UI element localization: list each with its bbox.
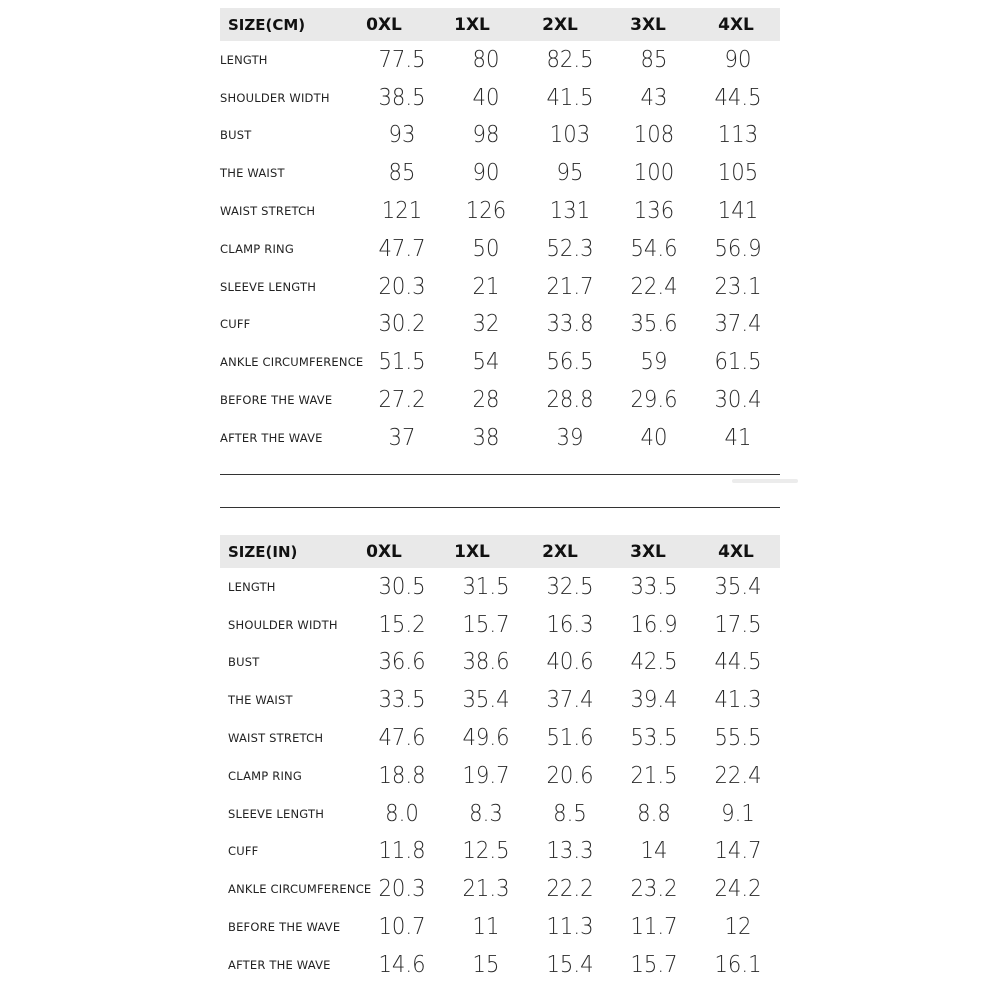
measurement-value: 37 bbox=[388, 424, 416, 451]
measurement-value: 23.1 bbox=[714, 273, 762, 300]
measurement-value: 51.6 bbox=[546, 725, 594, 752]
measurement-value: 30.2 bbox=[378, 311, 426, 338]
measurement-value: 30.4 bbox=[714, 387, 762, 414]
measurement-value: 15.7 bbox=[630, 951, 678, 978]
measurement-value: 30.5 bbox=[378, 573, 426, 600]
measurement-value: 85 bbox=[388, 160, 416, 187]
measurement-value: 33.8 bbox=[546, 311, 594, 338]
measurement-label: THE WAIST bbox=[228, 693, 293, 708]
measurement-value: 50 bbox=[472, 235, 500, 262]
measurement-value: 54.6 bbox=[630, 235, 678, 262]
measurement-value: 14.7 bbox=[714, 838, 762, 865]
measurement-value: 28.8 bbox=[546, 387, 594, 414]
measurement-value: 11.3 bbox=[546, 914, 594, 941]
size-header: 2XL bbox=[542, 541, 578, 562]
table-row bbox=[220, 908, 780, 946]
measurement-value: 113 bbox=[717, 122, 759, 149]
measurement-value: 15 bbox=[472, 951, 500, 978]
measurement-value: 56.9 bbox=[714, 235, 762, 262]
measurement-value: 37.4 bbox=[714, 311, 762, 338]
measurement-value: 31.5 bbox=[462, 573, 510, 600]
measurement-value: 56.5 bbox=[546, 349, 594, 376]
table-row bbox=[220, 268, 780, 306]
table-row bbox=[220, 719, 780, 757]
measurement-label: CLAMP RING bbox=[220, 241, 294, 256]
measurement-label: LENGTH bbox=[228, 579, 276, 594]
measurement-value: 15.2 bbox=[378, 611, 426, 638]
measurement-value: 42.5 bbox=[630, 649, 678, 676]
size-header: 3XL bbox=[630, 14, 666, 35]
measurement-value: 85 bbox=[640, 46, 668, 73]
measurement-label: ANKLE CIRCUMFERENCE bbox=[228, 882, 372, 897]
measurement-value: 136 bbox=[633, 198, 675, 225]
measurement-value: 12 bbox=[724, 914, 752, 941]
measurement-value: 82.5 bbox=[546, 46, 594, 73]
measurement-value: 126 bbox=[465, 198, 507, 225]
measurement-label: BEFORE THE WAVE bbox=[228, 920, 341, 935]
measurement-value: 8.5 bbox=[553, 800, 587, 827]
measurement-value: 35.6 bbox=[630, 311, 678, 338]
table-row bbox=[220, 41, 780, 79]
measurement-value: 15.4 bbox=[546, 951, 594, 978]
measurement-value: 38 bbox=[472, 424, 500, 451]
measurement-value: 28 bbox=[472, 387, 500, 414]
table-row bbox=[220, 79, 780, 117]
measurement-value: 93 bbox=[388, 122, 416, 149]
measurement-value: 21 bbox=[472, 273, 500, 300]
size-header: 1XL bbox=[454, 14, 490, 35]
measurement-value: 13.3 bbox=[546, 838, 594, 865]
measurement-value: 14 bbox=[640, 838, 668, 865]
measurement-value: 53.5 bbox=[630, 725, 678, 752]
measurement-label: SLEEVE LENGTH bbox=[220, 279, 317, 294]
measurement-value: 20.3 bbox=[378, 273, 426, 300]
measurement-value: 108 bbox=[633, 122, 675, 149]
divider bbox=[220, 507, 780, 508]
measurement-label: AFTER THE WAVE bbox=[228, 957, 331, 972]
header-row bbox=[220, 535, 780, 568]
measurement-value: 33.5 bbox=[378, 687, 426, 714]
measurement-value: 16.1 bbox=[714, 951, 762, 978]
measurement-value: 44.5 bbox=[714, 84, 762, 111]
table-row bbox=[220, 419, 780, 457]
measurement-value: 43 bbox=[640, 84, 668, 111]
measurement-value: 38.6 bbox=[462, 649, 510, 676]
measurement-value: 41.5 bbox=[546, 84, 594, 111]
size-unit-title: SIZE(CM) bbox=[228, 15, 306, 34]
measurement-value: 10.7 bbox=[378, 914, 426, 941]
measurement-value: 21.7 bbox=[546, 273, 594, 300]
measurement-value: 21.3 bbox=[462, 876, 510, 903]
table-row bbox=[220, 192, 780, 230]
measurement-label: THE WAIST bbox=[220, 166, 285, 181]
measurement-label: BUST bbox=[228, 655, 260, 670]
measurement-value: 61.5 bbox=[714, 349, 762, 376]
table-row bbox=[220, 230, 780, 268]
measurement-value: 100 bbox=[633, 160, 675, 187]
measurement-value: 32 bbox=[472, 311, 500, 338]
size-table-cm bbox=[220, 8, 780, 457]
measurement-value: 141 bbox=[717, 198, 759, 225]
measurement-value: 95 bbox=[556, 160, 584, 187]
measurement-value: 47.6 bbox=[378, 725, 426, 752]
measurement-value: 80 bbox=[472, 46, 500, 73]
measurement-value: 47.7 bbox=[378, 235, 426, 262]
measurement-value: 90 bbox=[472, 160, 500, 187]
measurement-value: 38.5 bbox=[378, 84, 426, 111]
measurement-value: 32.5 bbox=[546, 573, 594, 600]
table-row bbox=[220, 870, 780, 908]
measurement-value: 98 bbox=[472, 122, 500, 149]
measurement-value: 8.0 bbox=[385, 800, 419, 827]
header-row bbox=[220, 8, 780, 41]
divider bbox=[220, 474, 780, 475]
size-header: 0XL bbox=[366, 14, 402, 35]
size-table-in bbox=[220, 535, 780, 984]
table-row bbox=[220, 381, 780, 419]
measurement-value: 103 bbox=[549, 122, 591, 149]
measurement-label: ANKLE CIRCUMFERENCE bbox=[220, 355, 364, 370]
measurement-value: 33.5 bbox=[630, 573, 678, 600]
measurement-value: 20.6 bbox=[546, 762, 594, 789]
measurement-label: CUFF bbox=[228, 844, 259, 859]
measurement-label: SHOULDER WIDTH bbox=[220, 90, 330, 105]
measurement-value: 121 bbox=[381, 198, 423, 225]
measurement-value: 37.4 bbox=[546, 687, 594, 714]
table-row bbox=[220, 306, 780, 344]
measurement-value: 41.3 bbox=[714, 687, 762, 714]
measurement-value: 131 bbox=[549, 198, 591, 225]
table-row bbox=[220, 117, 780, 155]
measurement-label: WAIST STRETCH bbox=[228, 731, 324, 746]
size-header: 2XL bbox=[542, 14, 578, 35]
table-row bbox=[220, 343, 780, 381]
table-body bbox=[220, 41, 780, 457]
table-row bbox=[220, 568, 780, 606]
measurement-value: 55.5 bbox=[714, 725, 762, 752]
measurement-value: 105 bbox=[717, 160, 759, 187]
measurement-value: 27.2 bbox=[378, 387, 426, 414]
measurement-value: 16.3 bbox=[546, 611, 594, 638]
table-row bbox=[220, 795, 780, 833]
measurement-value: 52.3 bbox=[546, 235, 594, 262]
measurement-value: 12.5 bbox=[462, 838, 510, 865]
size-header: 4XL bbox=[718, 541, 754, 562]
size-unit-title: SIZE(IN) bbox=[228, 542, 298, 561]
measurement-value: 40 bbox=[640, 424, 668, 451]
table-row bbox=[220, 644, 780, 682]
table-row bbox=[220, 681, 780, 719]
measurement-value: 22.4 bbox=[630, 273, 678, 300]
measurement-label: BUST bbox=[220, 128, 252, 143]
size-header: 1XL bbox=[454, 541, 490, 562]
measurement-value: 22.2 bbox=[546, 876, 594, 903]
measurement-value: 41 bbox=[724, 424, 752, 451]
size-header: 0XL bbox=[366, 541, 402, 562]
table-row bbox=[220, 606, 780, 644]
measurement-label: CLAMP RING bbox=[228, 768, 302, 783]
measurement-value: 24.2 bbox=[714, 876, 762, 903]
table-row bbox=[220, 946, 780, 984]
measurement-label: WAIST STRETCH bbox=[220, 204, 316, 219]
measurement-value: 77.5 bbox=[378, 46, 426, 73]
measurement-value: 11 bbox=[472, 914, 500, 941]
measurement-value: 19.7 bbox=[462, 762, 510, 789]
measurement-value: 35.4 bbox=[714, 573, 762, 600]
divider-shadow bbox=[732, 479, 798, 483]
measurement-value: 44.5 bbox=[714, 649, 762, 676]
measurement-value: 39.4 bbox=[630, 687, 678, 714]
measurement-value: 40.6 bbox=[546, 649, 594, 676]
measurement-value: 16.9 bbox=[630, 611, 678, 638]
measurement-label: SLEEVE LENGTH bbox=[228, 806, 325, 821]
measurement-value: 35.4 bbox=[462, 687, 510, 714]
measurement-value: 18.8 bbox=[378, 762, 426, 789]
measurement-value: 23.2 bbox=[630, 876, 678, 903]
measurement-value: 15.7 bbox=[462, 611, 510, 638]
measurement-value: 21.5 bbox=[630, 762, 678, 789]
table-row bbox=[220, 833, 780, 871]
measurement-value: 90 bbox=[724, 46, 752, 73]
measurement-value: 49.6 bbox=[462, 725, 510, 752]
measurement-label: BEFORE THE WAVE bbox=[220, 393, 333, 408]
table-body bbox=[220, 568, 780, 984]
table-row bbox=[220, 154, 780, 192]
measurement-label: LENGTH bbox=[220, 52, 268, 67]
measurement-label: AFTER THE WAVE bbox=[220, 430, 323, 445]
measurement-value: 22.4 bbox=[714, 762, 762, 789]
table-row bbox=[220, 757, 780, 795]
measurement-value: 11.8 bbox=[378, 838, 426, 865]
measurement-value: 8.8 bbox=[637, 800, 671, 827]
measurement-value: 17.5 bbox=[714, 611, 762, 638]
measurement-value: 54 bbox=[472, 349, 500, 376]
measurement-label: SHOULDER WIDTH bbox=[228, 617, 338, 632]
size-header: 4XL bbox=[718, 14, 754, 35]
measurement-value: 11.7 bbox=[630, 914, 678, 941]
measurement-value: 39 bbox=[556, 424, 584, 451]
size-header: 3XL bbox=[630, 541, 666, 562]
measurement-value: 40 bbox=[472, 84, 500, 111]
measurement-value: 14.6 bbox=[378, 951, 426, 978]
measurement-value: 8.3 bbox=[469, 800, 503, 827]
measurement-value: 59 bbox=[640, 349, 668, 376]
measurement-value: 29.6 bbox=[630, 387, 678, 414]
measurement-value: 51.5 bbox=[378, 349, 426, 376]
measurement-label: CUFF bbox=[220, 317, 251, 332]
measurement-value: 9.1 bbox=[721, 800, 755, 827]
measurement-value: 36.6 bbox=[378, 649, 426, 676]
measurement-value: 20.3 bbox=[378, 876, 426, 903]
